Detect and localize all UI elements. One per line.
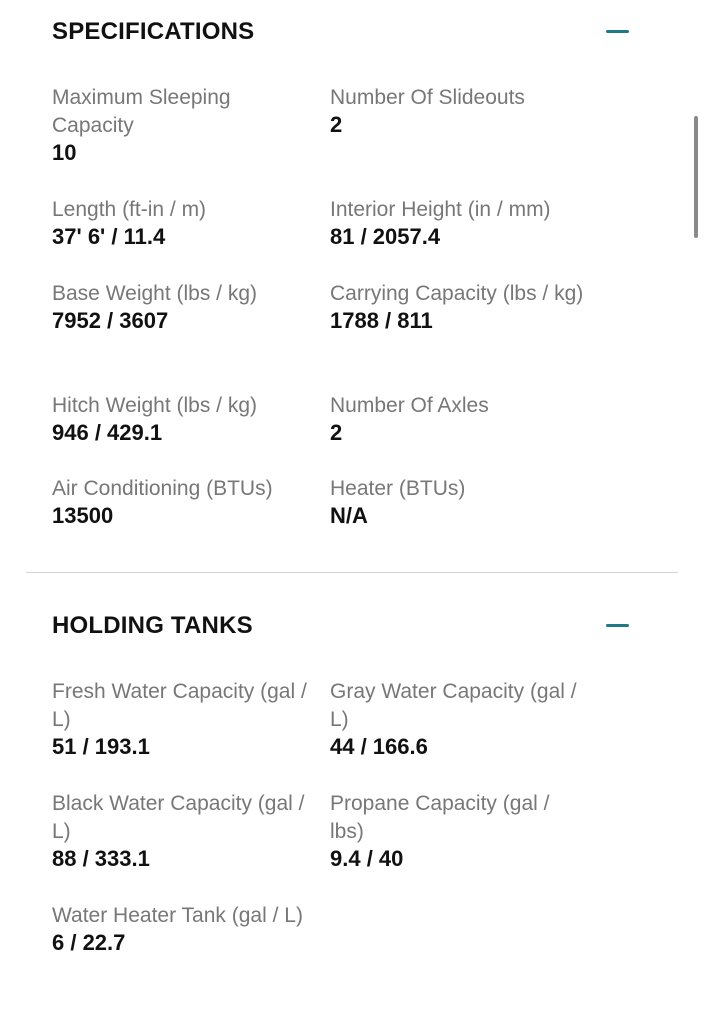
spec-label: Interior Height (in / mm) [330, 198, 551, 221]
spec-length [52, 196, 307, 250]
spec-number-of-axles [330, 392, 585, 446]
spec-label: Number Of Slideouts [330, 86, 525, 109]
spec-value: N/A [330, 503, 368, 528]
specifications-collapse-button[interactable] [600, 20, 634, 44]
minus-icon [606, 624, 629, 627]
spec-value: 6 / 22.7 [52, 930, 126, 955]
tank-propane [330, 790, 585, 872]
tank-black-water [52, 790, 307, 872]
spec-value: 88 / 333.1 [52, 846, 150, 871]
spec-label: Number Of Axles [330, 394, 489, 417]
spec-base-weight [52, 280, 307, 334]
spec-value: 2 [330, 112, 343, 137]
spec-number-of-slideouts [330, 84, 585, 138]
spec-heater [330, 475, 585, 529]
spec-label: Propane Capacity (gal / lbs) [330, 792, 550, 843]
spec-value: 1788 / 811 [330, 308, 433, 333]
spec-label: Air Conditioning (BTUs) [52, 477, 273, 500]
section-divider [26, 572, 678, 573]
spec-value: 13500 [52, 503, 114, 528]
spec-label: Maximum Sleeping Capacity [52, 86, 231, 137]
spec-label: Water Heater Tank (gal / L) [52, 904, 303, 927]
spec-value: 2 [330, 420, 343, 445]
spec-air-conditioning [52, 475, 322, 529]
spec-value: 51 / 193.1 [52, 734, 150, 759]
tank-gray-water [330, 678, 585, 760]
spec-label: Base Weight (lbs / kg) [52, 282, 258, 305]
spec-label: Hitch Weight (lbs / kg) [52, 394, 258, 417]
spec-max-sleeping-capacity [52, 84, 307, 166]
spec-interior-height [330, 196, 600, 250]
spec-label: Length (ft-in / m) [52, 198, 207, 221]
spec-label: Carrying Capacity (lbs / kg) [330, 282, 584, 305]
spec-value: 10 [52, 140, 77, 165]
spec-label: Fresh Water Capacity (gal / L) [52, 680, 307, 731]
scrollbar[interactable] [694, 116, 698, 238]
spec-value: 946 / 429.1 [52, 420, 163, 445]
tank-water-heater [52, 902, 307, 956]
spec-carrying-capacity [330, 280, 585, 334]
tank-fresh-water [52, 678, 307, 760]
spec-value: 44 / 166.6 [330, 734, 428, 759]
holding-tanks-title: HOLDING TANKS [52, 612, 253, 639]
spec-label: Black Water Capacity (gal / L) [52, 792, 305, 843]
minus-icon [606, 30, 629, 33]
specifications-title: SPECIFICATIONS [52, 18, 255, 45]
spec-value: 81 / 2057.4 [330, 224, 441, 249]
spec-value: 9.4 / 40 [330, 846, 404, 871]
spec-value: 37' 6' / 11.4 [52, 224, 166, 249]
spec-value: 7952 / 3607 [52, 308, 169, 333]
spec-label: Gray Water Capacity (gal / L) [330, 680, 577, 731]
spec-label: Heater (BTUs) [330, 477, 466, 500]
holding-tanks-collapse-button[interactable] [600, 614, 634, 638]
spec-hitch-weight [52, 392, 322, 446]
